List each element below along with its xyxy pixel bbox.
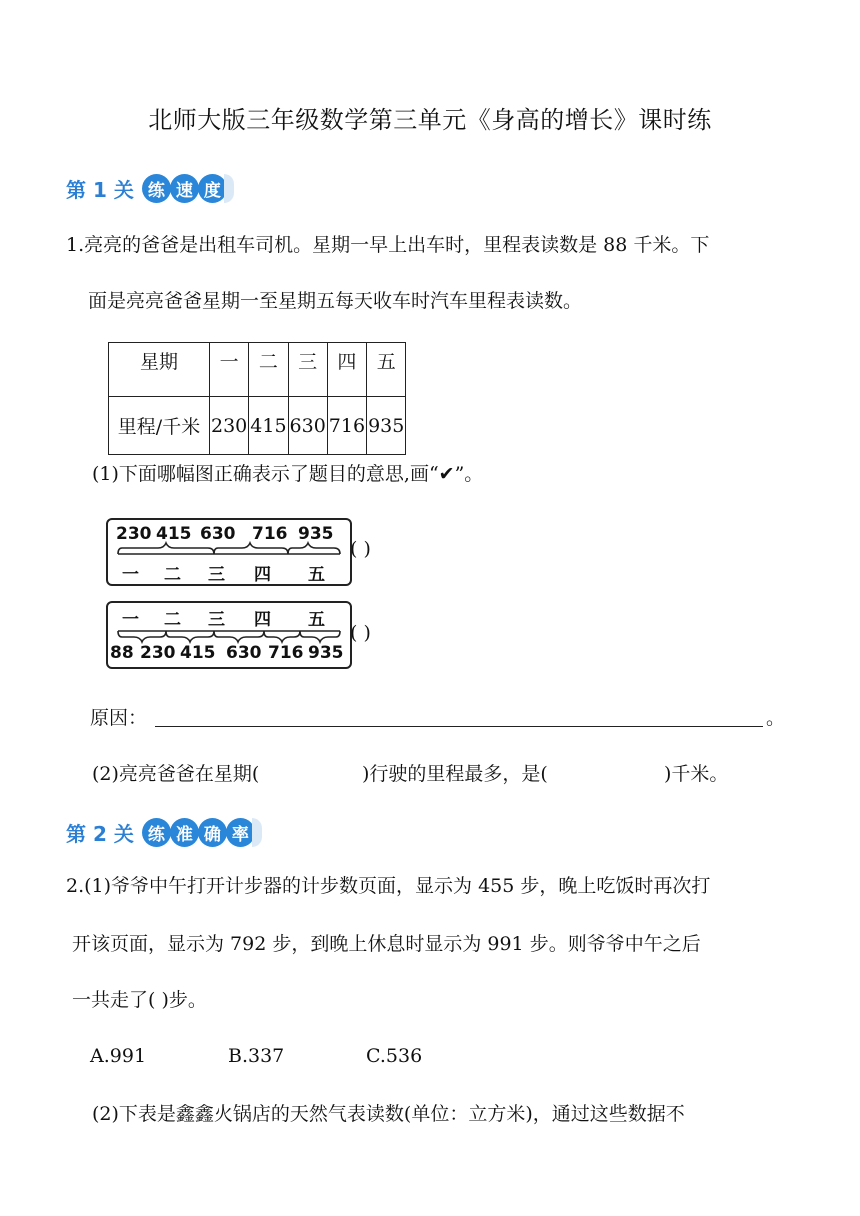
diagram-b-bottom-label: 230 (140, 643, 176, 663)
table-header-cell: 五 (367, 343, 406, 397)
diagram-a-top-label: 230 (116, 524, 152, 544)
diagram-b-answer-paren[interactable]: ( ) (350, 622, 371, 644)
section-1-prefix: 第 1 关 (66, 177, 134, 202)
mileage-table-header-row (109, 343, 406, 397)
diagram-a-top-label: 716 (252, 524, 288, 544)
q1-sub-2-part-b: )行驶的里程最多，是( (362, 763, 548, 785)
table-header-cell: 一 (210, 343, 249, 397)
section-2-badge-tail (252, 818, 262, 847)
option-b[interactable]: B.337 (228, 1045, 285, 1067)
q1-line-1: 1.亮亮的爸爸是出租车司机。星期一早上出车时，里程表读数是 88 千米。下 (66, 234, 710, 256)
section-2-badge-1: 练 (142, 818, 171, 847)
diagram-b-bottom-label: 415 (180, 643, 216, 663)
option-c[interactable]: C.536 (366, 1045, 423, 1067)
diagram-a-bottom-label: 三 (208, 565, 225, 585)
q1-sub-2-part-c: )千米。 (664, 763, 729, 785)
diagram-a-top-label: 415 (156, 524, 192, 544)
q2-line-1: 2.(1)爷爷中午打开计步器的计步数页面，显示为 455 步，晚上吃饭时再次打 (66, 875, 711, 897)
diagram-b (106, 601, 352, 669)
reason-period: 。 (766, 707, 786, 729)
q1-sub-1: (1)下面哪幅图正确表示了题目的意思,画“✔”。 (92, 463, 484, 485)
diagram-a-top-label: 935 (298, 524, 334, 544)
reason-label: 原因： (90, 707, 148, 729)
section-2-badge-2: 准 (170, 818, 199, 847)
table-cell: 630 (288, 397, 327, 455)
diagram-b-bottom-label: 935 (308, 643, 344, 663)
table-cell: 230 (210, 397, 249, 455)
mileage-table-data-row (109, 397, 406, 455)
diagram-a-top-label: 630 (200, 524, 236, 544)
diagram-a-bottom-label: 五 (308, 565, 325, 585)
table-header-cell: 星期 (109, 343, 210, 397)
diagram-a-bottom-label: 四 (254, 565, 271, 585)
section-2-header (66, 816, 262, 848)
table-header-cell: 三 (288, 343, 327, 397)
table-cell: 716 (327, 397, 366, 455)
table-header-cell: 四 (327, 343, 366, 397)
reason-answer-line[interactable] (155, 726, 763, 727)
page-title: 北师大版三年级数学第三单元《身高的增长》课时练 (148, 106, 712, 134)
diagram-a-bottom-label: 一 (122, 565, 139, 585)
q2-sub-2: (2)下表是鑫鑫火锅店的天然气表读数(单位：立方米)，通过这些数据不 (92, 1103, 685, 1125)
q1-line-2: 面是亮亮爸爸星期一至星期五每天收车时汽车里程表读数。 (88, 290, 583, 312)
section-1-badge-2: 速 (170, 174, 199, 203)
diagram-b-top-label: 一 (122, 610, 139, 630)
section-1-badge-tail (224, 174, 234, 203)
diagram-b-bottom-label: 716 (268, 643, 304, 663)
diagram-b-top-label: 三 (208, 610, 225, 630)
diagram-b-bottom-label: 630 (226, 643, 262, 663)
q1-sub-2-part-a: (2)亮亮爸爸在星期( (92, 763, 260, 785)
table-cell: 935 (367, 397, 406, 455)
diagram-a-bottom-label: 二 (164, 565, 181, 585)
diagram-b-top-label: 五 (308, 610, 325, 630)
diagram-a-answer-paren[interactable]: ( ) (350, 538, 371, 560)
table-cell: 415 (249, 397, 288, 455)
section-2-badge-4: 率 (226, 818, 255, 847)
section-2-prefix: 第 2 关 (66, 821, 134, 846)
q2-line-3: 一共走了( )步。 (72, 989, 207, 1011)
diagram-b-top-label: 二 (164, 610, 181, 630)
table-header-cell: 二 (249, 343, 288, 397)
mileage-table (108, 342, 406, 455)
section-1-header (66, 172, 234, 204)
section-1-badge-1: 练 (142, 174, 171, 203)
option-a[interactable]: A.991 (90, 1045, 147, 1067)
section-2-badge-3: 确 (198, 818, 227, 847)
table-cell: 里程/千米 (109, 397, 210, 455)
section-1-badge-3: 度 (198, 174, 227, 203)
diagram-a (106, 518, 352, 586)
q2-line-2: 开该页面，显示为 792 步，到晚上休息时显示为 991 步。则爷爷中午之后 (72, 933, 701, 955)
diagram-b-bottom-label: 88 (110, 643, 134, 663)
diagram-b-top-label: 四 (254, 610, 271, 630)
